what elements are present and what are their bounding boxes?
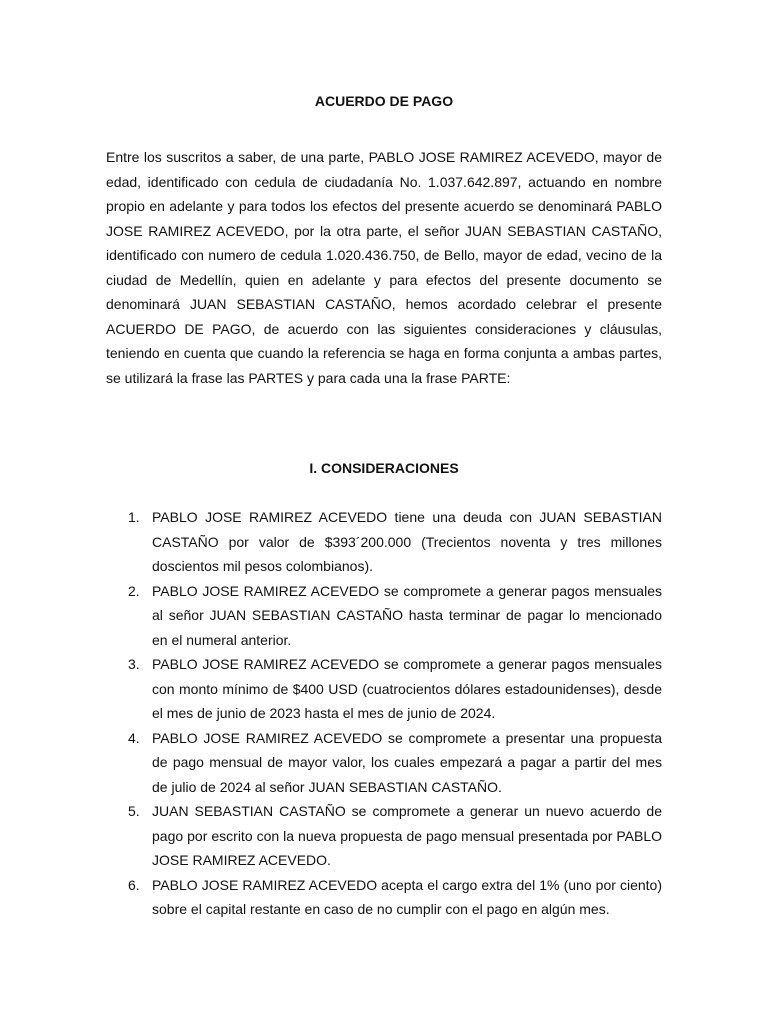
intro-paragraph: Entre los suscritos a saber, de una parte, PABLO JOSE RAMIREZ ACEVEDO, mayor de edad, identificado con cedula de ciudadanía No. 1.037.642.897, actuando en nombre propio en adelante y para todos los efectos del presente acuerdo se denominará PABLO JOSE RAMIREZ ACEVEDO, por la otra parte, el señor JUAN SEBASTIAN CASTAÑO, identificado con numero de cedula 1.020.436.750, de Bello, mayor de edad, vecino de la ciudad de Medellín, quien en adelante y para efectos del presente documento se denominará JUAN SEBASTIAN CASTAÑO, hemos acordado celebrar el presente ACUERDO DE PAGO, de acuerdo con las siguientes consideraciones y cláusulas, teniendo en cuenta que cuando la referencia se haga en forma conjunta a ambas partes, se utilizará la frase las PARTES y para cada una la frase PARTE: (106, 149, 662, 386)
list-item-number: 2. (128, 582, 140, 599)
section-title-consideraciones: I. CONSIDERACIONES (309, 460, 459, 476)
list-item-number: 4. (128, 729, 140, 746)
list-item-number: 3. (128, 656, 140, 672)
list-item-text: PABLO JOSE RAMIREZ ACEVEDO tiene una deuda con JUAN SEBASTIAN CASTAÑO por valor de $393´200.000 (Trecientos noventa y tres millones doscientos mil pesos colombianos). (152, 509, 662, 574)
list-item-text: JUAN SEBASTIAN CASTAÑO se compromete a generar un nuevo acuerdo de pago por escrito con la nueva propuesta de pago mensual presentada por PABLO JOSE RAMIREZ ACEVEDO. (152, 803, 662, 868)
list-item-text: PABLO JOSE RAMIREZ ACEVEDO se compromete a presentar una propuesta de pago mensual de mayor valor, los cuales empezará a pagar a partir del mes de julio de 2024 al señor JUAN SEBASTIAN CASTAÑO. (152, 729, 662, 795)
list-item-number: 6. (128, 876, 140, 893)
list-item (106, 726, 662, 800)
list-item (106, 652, 662, 726)
list-item (106, 579, 662, 653)
list-item-number: 1. (128, 509, 140, 525)
list-item (106, 505, 662, 579)
list-item-text: PABLO JOSE RAMIREZ ACEVEDO acepta el cargo extra del 1% (uno por ciento) sobre el capital restante en caso de no cumplir con el pago en algún mes. (152, 876, 662, 917)
list-item (106, 799, 662, 873)
document-title: ACUERDO DE PAGO (314, 93, 454, 109)
list-item-text: PABLO JOSE RAMIREZ ACEVEDO se compromete a generar pagos mensuales con monto mínimo de $400 USD (cuatrocientos dólares estadounidenses), desde el mes de junio de 2023 hasta el mes de junio de 2024. (152, 656, 662, 721)
considerations-list (106, 505, 662, 922)
list-item-text: PABLO JOSE RAMIREZ ACEVEDO se compromete a generar pagos mensuales al señor JUAN SEBASTIAN CASTAÑO hasta terminar de pagar lo mencionado en el numeral anterior. (152, 582, 662, 648)
list-item-number: 5. (128, 803, 140, 819)
list-item (106, 873, 662, 922)
